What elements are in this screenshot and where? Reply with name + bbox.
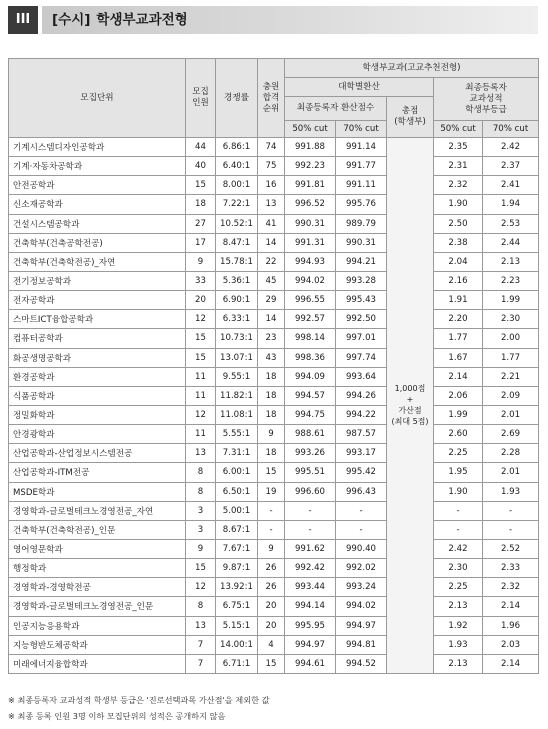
- title-text: 학생부교과전형: [96, 12, 188, 28]
- grade-50-cell: 1.92: [434, 616, 483, 635]
- grade-50-cell: 2.60: [434, 425, 483, 444]
- grade-70-cell: 2.28: [483, 444, 539, 463]
- score-50-cell: 994.14: [285, 597, 336, 616]
- score-50-cell: 994.61: [285, 654, 336, 673]
- admission-results-table: [8, 58, 539, 674]
- grade-70-cell: 2.44: [483, 233, 539, 252]
- score-70-cell: 995.76: [336, 195, 387, 214]
- quota-cell: 7: [186, 654, 216, 673]
- unit-name: MSDE학과: [9, 482, 186, 501]
- quota-cell: 27: [186, 214, 216, 233]
- score-50-cell: 991.88: [285, 138, 336, 157]
- ratio-cell: 11.08:1: [216, 405, 258, 424]
- grade-70-cell: 2.13: [483, 252, 539, 271]
- unit-name: 인공지능응용학과: [9, 616, 186, 635]
- score-50-cell: 994.09: [285, 367, 336, 386]
- table-row: [9, 271, 539, 290]
- grade-50-cell: -: [434, 501, 483, 520]
- table-row: [9, 444, 539, 463]
- score-70-cell: 994.22: [336, 405, 387, 424]
- quota-cell: 40: [186, 157, 216, 176]
- grade-50-cell: 2.16: [434, 271, 483, 290]
- quota-cell: 11: [186, 386, 216, 405]
- unit-name: 스마트ICT융합공학과: [9, 310, 186, 329]
- table-row: [9, 616, 539, 635]
- table-row: [9, 635, 539, 654]
- score-50-cell: 991.62: [285, 539, 336, 558]
- table-row: [9, 539, 539, 558]
- unit-name: 산업공학과-산업정보시스템전공: [9, 444, 186, 463]
- ratio-cell: 10.52:1: [216, 214, 258, 233]
- col-header-grade-70: 70% cut: [483, 121, 539, 138]
- score-50-cell: 988.61: [285, 425, 336, 444]
- ratio-cell: 7.31:1: [216, 444, 258, 463]
- table-row: [9, 214, 539, 233]
- grade-50-cell: 2.32: [434, 176, 483, 195]
- ratio-cell: 5.36:1: [216, 271, 258, 290]
- score-70-cell: 992.50: [336, 310, 387, 329]
- unit-name: 산업공학과-ITM전공: [9, 463, 186, 482]
- ratio-cell: 8.67:1: [216, 520, 258, 539]
- unit-name: 안전공학과: [9, 176, 186, 195]
- rank-cell: 14: [258, 310, 285, 329]
- grade-70-cell: 1.94: [483, 195, 539, 214]
- table-row: [9, 195, 539, 214]
- score-70-cell: 990.31: [336, 233, 387, 252]
- table-row: [9, 482, 539, 501]
- grade-50-cell: 1.90: [434, 195, 483, 214]
- table-row: [9, 425, 539, 444]
- grade-50-cell: 2.06: [434, 386, 483, 405]
- score-70-cell: 993.64: [336, 367, 387, 386]
- ratio-cell: 13.92:1: [216, 578, 258, 597]
- page-title: [52, 6, 194, 34]
- quota-cell: 11: [186, 425, 216, 444]
- quota-cell: 18: [186, 195, 216, 214]
- score-50-cell: 994.75: [285, 405, 336, 424]
- footnote: ※ 최종등록자 교과성적 학생부 등급은 '진로선택과목 가산점'을 제외한 값: [8, 695, 270, 705]
- unit-name: 지능형반도체공학과: [9, 635, 186, 654]
- score-70-cell: 989.79: [336, 214, 387, 233]
- grade-50-cell: 2.25: [434, 578, 483, 597]
- unit-name: 행정학과: [9, 559, 186, 578]
- unit-name: 기계·자동차공학과: [9, 157, 186, 176]
- grade-70-cell: 2.23: [483, 271, 539, 290]
- unit-name: 신소재공학과: [9, 195, 186, 214]
- rank-cell: 18: [258, 405, 285, 424]
- table-row: [9, 252, 539, 271]
- unit-name: 환경공학과: [9, 367, 186, 386]
- score-70-cell: 993.28: [336, 271, 387, 290]
- ratio-cell: 8.47:1: [216, 233, 258, 252]
- table-row: [9, 559, 539, 578]
- grade-70-cell: 2.53: [483, 214, 539, 233]
- ratio-cell: 6.33:1: [216, 310, 258, 329]
- col-header-rank: 충원 합격 순위: [258, 59, 285, 138]
- quota-cell: 20: [186, 291, 216, 310]
- grade-70-cell: 1.96: [483, 616, 539, 635]
- score-50-cell: -: [285, 520, 336, 539]
- ratio-cell: 6.40:1: [216, 157, 258, 176]
- grade-70-cell: 2.03: [483, 635, 539, 654]
- table-row: [9, 405, 539, 424]
- rank-cell: 14: [258, 233, 285, 252]
- grade-50-cell: 2.30: [434, 559, 483, 578]
- ratio-cell: 7.22:1: [216, 195, 258, 214]
- col-header-quota: 모집 인원: [186, 59, 216, 138]
- rank-cell: 15: [258, 463, 285, 482]
- ratio-cell: 5.00:1: [216, 501, 258, 520]
- score-50-cell: 995.95: [285, 616, 336, 635]
- unit-name: 정밀화학과: [9, 405, 186, 424]
- rank-cell: -: [258, 520, 285, 539]
- ratio-cell: 6.75:1: [216, 597, 258, 616]
- rank-cell: 9: [258, 539, 285, 558]
- score-70-cell: 990.40: [336, 539, 387, 558]
- ratio-cell: 10.73:1: [216, 329, 258, 348]
- unit-name: 건축학부(건축공학전공): [9, 233, 186, 252]
- score-70-cell: 993.24: [336, 578, 387, 597]
- score-50-cell: 994.02: [285, 271, 336, 290]
- grade-70-cell: -: [483, 501, 539, 520]
- table-row: [9, 520, 539, 539]
- rank-cell: 26: [258, 578, 285, 597]
- score-50-cell: 998.14: [285, 329, 336, 348]
- score-50-cell: 992.57: [285, 310, 336, 329]
- ratio-cell: 11.82:1: [216, 386, 258, 405]
- grade-70-cell: 2.21: [483, 367, 539, 386]
- table-row: [9, 367, 539, 386]
- footnote: ※ 최종 등록 인원 3명 이하 모집단위의 성적은 공개하지 않음: [8, 711, 226, 721]
- quota-cell: 8: [186, 597, 216, 616]
- col-header-score-70: 70% cut: [336, 121, 387, 138]
- unit-name: 전자공학과: [9, 291, 186, 310]
- score-70-cell: 991.77: [336, 157, 387, 176]
- grade-50-cell: -: [434, 520, 483, 539]
- col-header-group: 학생부교과(고교추천전형): [285, 59, 539, 78]
- ratio-cell: 5.55:1: [216, 425, 258, 444]
- quota-cell: 12: [186, 310, 216, 329]
- score-70-cell: 997.74: [336, 348, 387, 367]
- section-number: III: [8, 6, 38, 34]
- rank-cell: 20: [258, 616, 285, 635]
- grade-70-cell: 2.30: [483, 310, 539, 329]
- rank-cell: 18: [258, 386, 285, 405]
- table-row: [9, 386, 539, 405]
- grade-70-cell: 2.69: [483, 425, 539, 444]
- grade-70-cell: 2.32: [483, 578, 539, 597]
- grade-50-cell: 2.50: [434, 214, 483, 233]
- table-row: [9, 157, 539, 176]
- grade-50-cell: 2.20: [434, 310, 483, 329]
- col-header-grade-50: 50% cut: [434, 121, 483, 138]
- grade-70-cell: 1.99: [483, 291, 539, 310]
- score-70-cell: 991.14: [336, 138, 387, 157]
- table-row: [9, 654, 539, 673]
- score-70-cell: 997.01: [336, 329, 387, 348]
- unit-name: 경영학과-경영학전공: [9, 578, 186, 597]
- grade-70-cell: 2.14: [483, 654, 539, 673]
- grade-50-cell: 1.90: [434, 482, 483, 501]
- quota-cell: 13: [186, 444, 216, 463]
- ratio-cell: 6.50:1: [216, 482, 258, 501]
- table-row: [9, 463, 539, 482]
- ratio-cell: 7.67:1: [216, 539, 258, 558]
- grade-50-cell: 2.31: [434, 157, 483, 176]
- grade-50-cell: 2.13: [434, 654, 483, 673]
- score-70-cell: 991.11: [336, 176, 387, 195]
- ratio-cell: 6.71:1: [216, 654, 258, 673]
- quota-cell: 9: [186, 539, 216, 558]
- ratio-cell: 14.00:1: [216, 635, 258, 654]
- rank-cell: 29: [258, 291, 285, 310]
- score-50-cell: 991.81: [285, 176, 336, 195]
- ratio-cell: 15.78:1: [216, 252, 258, 271]
- score-50-cell: 994.97: [285, 635, 336, 654]
- grade-50-cell: 2.13: [434, 597, 483, 616]
- title-prefix: [수시]: [52, 12, 91, 28]
- table-row: [9, 310, 539, 329]
- grade-70-cell: 2.14: [483, 597, 539, 616]
- rank-cell: 15: [258, 654, 285, 673]
- quota-cell: 8: [186, 482, 216, 501]
- score-50-cell: 995.51: [285, 463, 336, 482]
- score-70-cell: 987.57: [336, 425, 387, 444]
- score-50-cell: 996.52: [285, 195, 336, 214]
- table-row: [9, 597, 539, 616]
- unit-name: 안경광학과: [9, 425, 186, 444]
- score-50-cell: 998.36: [285, 348, 336, 367]
- ratio-cell: 6.86:1: [216, 138, 258, 157]
- quota-cell: 44: [186, 138, 216, 157]
- grade-70-cell: 2.01: [483, 405, 539, 424]
- unit-name: 영어영문학과: [9, 539, 186, 558]
- quota-cell: 15: [186, 348, 216, 367]
- table-row: [9, 348, 539, 367]
- rank-cell: 9: [258, 425, 285, 444]
- score-50-cell: 996.55: [285, 291, 336, 310]
- col-header-grade: 최종등록자 교과성적 학생부등급: [434, 78, 539, 121]
- rank-cell: 20: [258, 597, 285, 616]
- grade-70-cell: 2.52: [483, 539, 539, 558]
- col-header-ratio: 경쟁률: [216, 59, 258, 138]
- rank-cell: 13: [258, 195, 285, 214]
- score-70-cell: 994.21: [336, 252, 387, 271]
- col-header-score-50: 50% cut: [285, 121, 336, 138]
- grade-50-cell: 2.38: [434, 233, 483, 252]
- grade-50-cell: 1.67: [434, 348, 483, 367]
- grade-70-cell: 2.09: [483, 386, 539, 405]
- score-70-cell: 994.97: [336, 616, 387, 635]
- quota-cell: 33: [186, 271, 216, 290]
- quota-cell: 17: [186, 233, 216, 252]
- grade-50-cell: 2.04: [434, 252, 483, 271]
- rank-cell: 18: [258, 444, 285, 463]
- grade-70-cell: 2.00: [483, 329, 539, 348]
- table-row: [9, 176, 539, 195]
- quota-cell: 3: [186, 520, 216, 539]
- quota-cell: 13: [186, 616, 216, 635]
- rank-cell: 23: [258, 329, 285, 348]
- ratio-cell: 5.15:1: [216, 616, 258, 635]
- rank-cell: 43: [258, 348, 285, 367]
- grade-50-cell: 1.93: [434, 635, 483, 654]
- quota-cell: 12: [186, 578, 216, 597]
- score-70-cell: 994.02: [336, 597, 387, 616]
- table-row: [9, 233, 539, 252]
- table-row: [9, 501, 539, 520]
- ratio-cell: 8.00:1: [216, 176, 258, 195]
- unit-name: 미래에너지융합학과: [9, 654, 186, 673]
- table-row: [9, 138, 539, 157]
- unit-name: 식품공학과: [9, 386, 186, 405]
- table-body: [9, 138, 539, 674]
- grade-70-cell: -: [483, 520, 539, 539]
- quota-cell: 7: [186, 635, 216, 654]
- unit-name: 건축학부(건축학전공)_자연: [9, 252, 186, 271]
- rank-cell: 18: [258, 367, 285, 386]
- score-70-cell: 995.43: [336, 291, 387, 310]
- score-70-cell: 994.26: [336, 386, 387, 405]
- grade-50-cell: 1.95: [434, 463, 483, 482]
- grade-50-cell: 2.14: [434, 367, 483, 386]
- col-header-univ-conv: 대학별환산: [285, 78, 434, 97]
- quota-cell: 9: [186, 252, 216, 271]
- table-row: [9, 291, 539, 310]
- score-50-cell: -: [285, 501, 336, 520]
- grade-70-cell: 1.93: [483, 482, 539, 501]
- score-70-cell: 993.17: [336, 444, 387, 463]
- quota-cell: 12: [186, 405, 216, 424]
- grade-50-cell: 2.42: [434, 539, 483, 558]
- ratio-cell: 6.00:1: [216, 463, 258, 482]
- rank-cell: 75: [258, 157, 285, 176]
- unit-name: 건설시스템공학과: [9, 214, 186, 233]
- quota-cell: 15: [186, 559, 216, 578]
- rank-cell: 45: [258, 271, 285, 290]
- score-70-cell: 996.43: [336, 482, 387, 501]
- col-header-final-conv: 최종등록자 환산점수: [285, 97, 387, 121]
- footnotes: [8, 692, 538, 724]
- quota-cell: 11: [186, 367, 216, 386]
- ratio-cell: 9.55:1: [216, 367, 258, 386]
- col-header-total: 총점 (학생부): [387, 97, 434, 138]
- quota-cell: 8: [186, 463, 216, 482]
- grade-50-cell: 2.25: [434, 444, 483, 463]
- rank-cell: 19: [258, 482, 285, 501]
- col-header-unit: 모집단위: [9, 59, 186, 138]
- rank-cell: 74: [258, 138, 285, 157]
- grade-70-cell: 2.41: [483, 176, 539, 195]
- total-score-cell: 1,000점 + 가산점 (최대 5점): [387, 138, 434, 674]
- grade-70-cell: 2.01: [483, 463, 539, 482]
- unit-name: 기계시스템디자인공학과: [9, 138, 186, 157]
- score-50-cell: 994.93: [285, 252, 336, 271]
- quota-cell: 15: [186, 329, 216, 348]
- rank-cell: 22: [258, 252, 285, 271]
- quota-cell: 3: [186, 501, 216, 520]
- score-50-cell: 992.42: [285, 559, 336, 578]
- score-70-cell: 994.81: [336, 635, 387, 654]
- ratio-cell: 13.07:1: [216, 348, 258, 367]
- score-50-cell: 994.57: [285, 386, 336, 405]
- rank-cell: 41: [258, 214, 285, 233]
- grade-70-cell: 2.42: [483, 138, 539, 157]
- quota-cell: 15: [186, 176, 216, 195]
- grade-70-cell: 2.37: [483, 157, 539, 176]
- grade-50-cell: 2.35: [434, 138, 483, 157]
- score-70-cell: -: [336, 501, 387, 520]
- grade-70-cell: 1.77: [483, 348, 539, 367]
- unit-name: 전기정보공학과: [9, 271, 186, 290]
- score-50-cell: 996.60: [285, 482, 336, 501]
- rank-cell: 4: [258, 635, 285, 654]
- score-70-cell: 995.42: [336, 463, 387, 482]
- score-70-cell: 994.52: [336, 654, 387, 673]
- grade-70-cell: 2.33: [483, 559, 539, 578]
- score-50-cell: 993.26: [285, 444, 336, 463]
- unit-name: 경영학과-글로벌테크노경영전공_인문: [9, 597, 186, 616]
- score-50-cell: 991.31: [285, 233, 336, 252]
- score-50-cell: 992.23: [285, 157, 336, 176]
- rank-cell: 26: [258, 559, 285, 578]
- grade-50-cell: 1.99: [434, 405, 483, 424]
- grade-50-cell: 1.91: [434, 291, 483, 310]
- score-50-cell: 990.31: [285, 214, 336, 233]
- ratio-cell: 6.90:1: [216, 291, 258, 310]
- unit-name: 건축학부(건축학전공)_인문: [9, 520, 186, 539]
- score-50-cell: 993.44: [285, 578, 336, 597]
- grade-50-cell: 1.77: [434, 329, 483, 348]
- table-row: [9, 329, 539, 348]
- unit-name: 화공생명공학과: [9, 348, 186, 367]
- ratio-cell: 9.87:1: [216, 559, 258, 578]
- section-header: [8, 6, 538, 34]
- rank-cell: 16: [258, 176, 285, 195]
- rank-cell: -: [258, 501, 285, 520]
- unit-name: 경영학과-글로벌테크노경영전공_자연: [9, 501, 186, 520]
- score-70-cell: 992.02: [336, 559, 387, 578]
- table-row: [9, 578, 539, 597]
- unit-name: 컴퓨터공학과: [9, 329, 186, 348]
- score-70-cell: -: [336, 520, 387, 539]
